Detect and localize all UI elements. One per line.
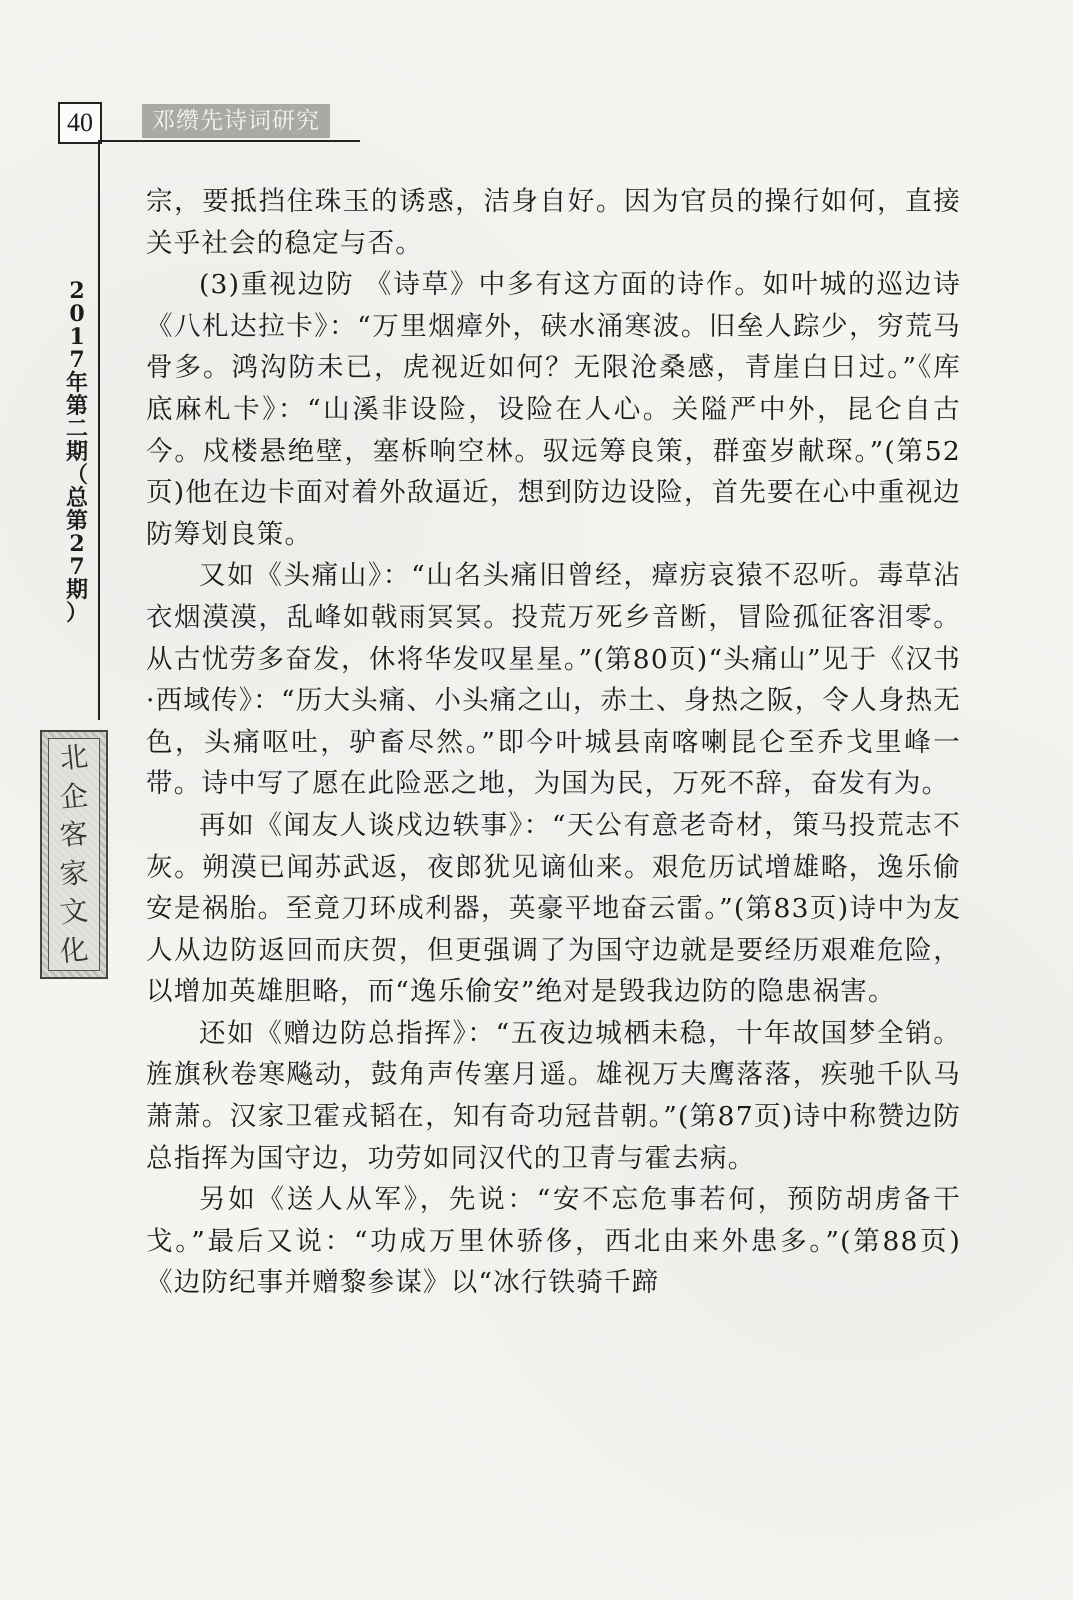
issue-char: 期 <box>65 439 88 465</box>
paragraph-continuation: 宗，要抵挡住珠玉的诱惑，洁身自好。因为官员的操行如何，直接关乎社会的稳定与否。 <box>146 186 961 259</box>
logo-char: 化 <box>58 932 90 969</box>
issue-char: 期 <box>65 577 88 603</box>
paragraph-border-defense: (3)重视边防 《诗草》中多有这方面的诗作。如叶城的巡边诗《八札达拉卡》：“万里烟瘴外，硖水涌寒波。旧垒人踪少，穷荒马骨多。鸿沟防未已，虎视近如何？无限沧桑感，青崖白日过。”《库底麻札卡》：“山溪非设险，设险在人心。关隘严中外，昆仑自古今。戍楼悬绝壁，塞柝响空林。驭远筹良策，群蛮岁献琛。”(第52页)他在边卡面对着外敌逼近，想到防边设险，首先要在心中重视边防筹划良策。 <box>146 269 961 550</box>
paragraph-toutong-shan: 又如《头痛山》：“山名头痛旧曾经，瘴疠哀猿不忍听。毒草沾衣烟漠漠，乱峰如戟雨冥冥。投荒万死乡音断，冒险孤征客泪零。从古忧劳多奋发，休将华发叹星星。”(第80页)“头痛山”见于《汉书·西域传》：“历大头痛、小头痛之山，赤土、身热之阪，令人身热无色，头痛呕吐，驴畜尽然。”即今叶城县南喀喇昆仑至乔戈里峰一带。诗中写了愿在此险恶之地，为国为民，万死不辞，奋发有为。 <box>146 560 961 800</box>
logo-char: 家 <box>58 855 90 892</box>
logo-char: 文 <box>58 893 90 930</box>
margin-rule <box>98 140 100 720</box>
issue-char: 7 <box>69 554 85 580</box>
issue-char: 总 <box>65 485 88 511</box>
paragraph-send-to-army: 另如《送人从军》，先说：“安不忘危事若何，预防胡虏备干戈。”最后又说：“功成万里休骄侈，西北由来外患多。”(第88页)《边防纪事并赠黎参谋》以“冰行铁骑千蹄 <box>146 1184 961 1299</box>
issue-char: 2 <box>69 278 85 304</box>
issue-char: （ <box>65 462 88 488</box>
running-title: 邓缵先诗词研究 <box>142 104 330 138</box>
issue-char: 年 <box>65 370 88 396</box>
issue-char: 第 <box>65 393 88 419</box>
paragraph-border-commander: 还如《赠边防总指挥》：“五夜边城栖未稳，十年故国梦全销。旌旗秋卷寒飚动，鼓角声传塞月遥。雄视万夫鹰落落，疾驰千队马萧萧。汉家卫霍戎韬在，知有奇功冠昔朝。”(第87页)诗中称赞边防总指挥为国守边，功劳如同汉代的卫青与霍去病。 <box>146 1017 961 1174</box>
logo-char: 企 <box>58 778 90 815</box>
issue-char: 7 <box>69 347 85 373</box>
issue-char: ） <box>65 600 88 626</box>
issue-char: 2 <box>69 531 85 557</box>
issue-char: 1 <box>69 324 85 350</box>
issue-label <box>62 280 92 625</box>
page-number: 40 <box>58 102 102 144</box>
logo-char: 客 <box>58 816 90 853</box>
header-rule <box>98 140 360 142</box>
issue-char: 0 <box>69 301 85 327</box>
journal-logo <box>40 730 108 979</box>
issue-char: 第 <box>65 508 88 534</box>
article-body <box>146 181 961 1304</box>
issue-char: 二 <box>65 416 88 442</box>
journal-logo-calligraphy <box>48 738 100 971</box>
logo-char: 北 <box>58 739 90 776</box>
paragraph-friend-border: 再如《闻友人谈戍边轶事》：“天公有意老奇材，策马投荒志不灰。朔漠已闻苏武返，夜郎犹见谪仙来。艰危历试增雄略，逸乐偷安是祸胎。至竟刀环成利器，英豪平地奋云雷。”(第83页)诗中为友人从边防返回而庆贺，但更强调了为国守边就是要经历艰难危险，以增加英雄胆略，而“逸乐偷安”绝对是毁我边防的隐患祸害。 <box>146 809 961 1008</box>
